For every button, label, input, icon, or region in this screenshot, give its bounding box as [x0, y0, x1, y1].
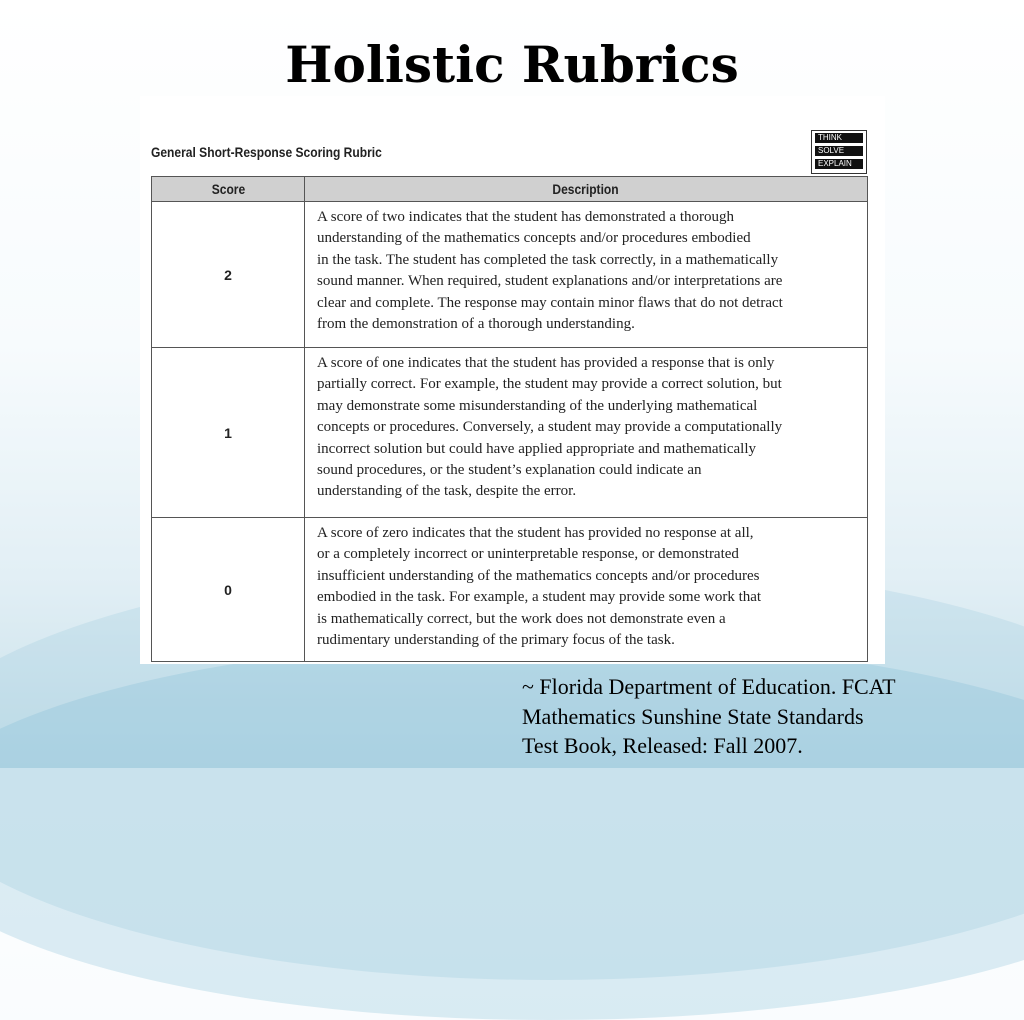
description-line: understanding of the mathematics concepts and/or procedures embodied [317, 230, 751, 247]
description-line: sound procedures, or the student’s explanation could indicate an [317, 462, 702, 479]
description-line: partially correct. For example, the student may provide a correct solution, but [317, 376, 782, 393]
description-line: or a completely incorrect or uninterpretable response, or demonstrated [317, 546, 739, 563]
description-line: rudimentary understanding of the primary focus of the task. [317, 632, 675, 649]
description-line: understanding of the task, despite the error. [317, 483, 577, 500]
score-cell: 0 [152, 518, 305, 662]
description-line: may demonstrate some misunderstanding of the underlying mathematical [317, 397, 758, 414]
description-line: in the task. The student has completed the task correctly, in a mathematically [317, 251, 779, 268]
description-line: A score of one indicates that the student has provided a response that is only [317, 355, 775, 371]
slide-title: Holistic Rubrics [285, 35, 739, 94]
description-line: sound manner. When required, student explanations and/or interpretations are [317, 273, 783, 290]
table-row [152, 348, 868, 518]
score-cell: 1 [152, 348, 305, 518]
citation-line: Test Book, Released: Fall 2007. [522, 733, 803, 758]
score-cell: 2 [152, 202, 305, 348]
description-column-header: Description [305, 177, 868, 202]
citation-line: ~ Florida Department of Education. FCAT [522, 674, 896, 699]
source-citation [522, 672, 1022, 761]
description-cell [305, 518, 868, 662]
table-row [152, 202, 868, 348]
badge-think: THINK [815, 133, 863, 143]
description-line: A score of zero indicates that the student has provided no response at all, [317, 525, 754, 541]
description-line: clear and complete. The response may contain minor flaws that do not detract [317, 294, 783, 311]
table-header-row [152, 177, 868, 202]
description-line: from the demonstration of a thorough understanding. [317, 316, 635, 333]
score-column-header: Score [152, 177, 305, 202]
description-line: incorrect solution but could have applied appropriate and mathematically [317, 440, 757, 457]
description-line: is mathematically correct, but the work does not demonstrate even a [317, 610, 726, 627]
rubric-heading: General Short-Response Scoring Rubric [151, 144, 382, 160]
table-row [152, 518, 868, 662]
description-line: embodied in the task. For example, a student may provide some work that [317, 589, 762, 606]
description-line: insufficient understanding of the mathematics concepts and/or procedures [317, 567, 760, 584]
badge-solve: SOLVE [815, 146, 863, 156]
badge-explain: EXPLAIN [815, 159, 863, 169]
citation-line: Mathematics Sunshine State Standards [522, 703, 864, 729]
description-line: concepts or procedures. Conversely, a student may provide a computationally [317, 419, 783, 436]
rubric-image [140, 96, 885, 664]
description-line: A score of two indicates that the student has demonstrated a thorough [317, 209, 734, 225]
rubric-table [151, 176, 868, 662]
description-cell [305, 348, 868, 518]
think-solve-explain-badge [811, 130, 867, 174]
description-cell [305, 202, 868, 348]
